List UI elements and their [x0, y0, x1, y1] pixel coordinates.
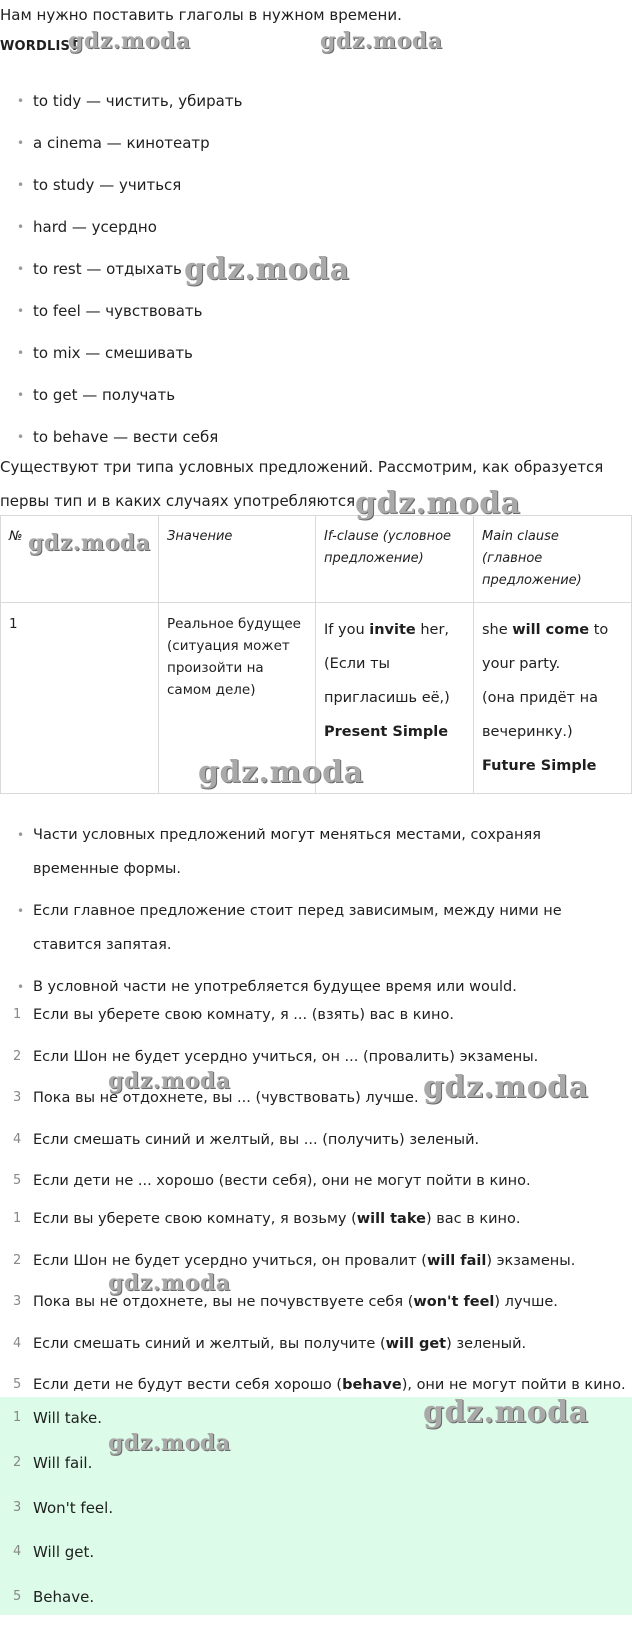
answer-post: ) экзамены.	[486, 1252, 576, 1269]
main-example-post: to your party.	[482, 622, 609, 672]
watermark: gdz.moda	[108, 1430, 231, 1456]
list-item	[0, 1327, 632, 1369]
rules-list	[0, 818, 632, 1012]
answer-post: ) зеленый.	[446, 1335, 527, 1352]
header-meaning: Значение	[159, 516, 316, 603]
list-item	[0, 1164, 632, 1206]
item-number: 4	[13, 1544, 22, 1560]
list-item	[0, 1123, 632, 1165]
item-text: Will take.	[33, 1409, 102, 1427]
answer-pre: Если дети не будут вести себя хорошо (	[33, 1377, 343, 1393]
item-number: 4	[13, 1131, 22, 1147]
answer-pre: Если Шон не будет усердно учиться, он провалит (	[33, 1252, 427, 1269]
item-text: Если смешать синий и желтый, вы ... (получить) зеленый.	[33, 1131, 480, 1148]
main-translation: (она придёт на вечеринку.)	[482, 690, 598, 740]
item-number: 4	[13, 1335, 22, 1351]
item-text: Пока вы не отдохнете, вы ... (чувствовать) лучше.	[33, 1090, 419, 1106]
list-item: • to feel — чувствовать	[0, 296, 242, 338]
item-text: Won't feel.	[33, 1498, 114, 1517]
list-item: • to behave — вести себя	[0, 422, 242, 464]
row-main-clause	[474, 603, 632, 794]
item-number: 2	[13, 1252, 22, 1268]
list-item: • hard — усердно	[0, 212, 242, 254]
answer-sentences-list	[0, 1202, 632, 1410]
answer-verb: will fail	[426, 1252, 487, 1269]
item-number: 1	[13, 1410, 22, 1425]
list-item: • Части условных предложений могут меняться местами, сохраняя временные формы.	[0, 818, 632, 886]
explanation-paragraph: Существуют три типа условных предложений. Рассмотрим, как образуется первы тип и в каких случаях употребляются.	[0, 458, 604, 510]
wordlist-heading: WORDLIST	[0, 39, 80, 54]
watermark: gdz.moda	[28, 530, 151, 556]
watermark: gdz.moda	[108, 1068, 231, 1094]
watermark: gdz.moda	[198, 755, 364, 790]
watermark: gdz.moda	[68, 28, 191, 54]
list-item: • to mix — смешивать	[0, 338, 242, 380]
item-text: Если вы уберете свою комнату, я ... (взять) вас в кино.	[33, 1007, 454, 1023]
row-meaning: Реальное будущее (ситуация может произойти на самом деле)	[159, 603, 316, 794]
item-number: 1	[13, 1211, 22, 1226]
item-number: 5	[13, 1377, 22, 1392]
if-example-post: her,	[415, 622, 450, 638]
watermark: gdz.moda	[108, 1270, 231, 1296]
item-number: 5	[13, 1173, 22, 1188]
list-item	[0, 1490, 632, 1535]
watermark: gdz.moda	[423, 1395, 589, 1430]
list-item: • Если главное предложение стоит перед зависимым, между ними не ставится запятая.	[0, 894, 632, 962]
answer-verb: will take	[356, 1211, 426, 1227]
header-main-clause: Main clause (главное предложение)	[474, 516, 632, 603]
item-text: Will fail.	[33, 1453, 93, 1472]
list-item	[0, 1244, 632, 1286]
main-example-verb: will come	[512, 622, 590, 638]
short-answers-list	[0, 1400, 632, 1624]
list-item	[0, 1534, 632, 1579]
answer-verb: behave	[342, 1377, 402, 1393]
if-example-verb: invite	[369, 622, 416, 638]
item-number: 3	[13, 1090, 22, 1105]
answer-verb: will get	[385, 1335, 447, 1352]
answer-pre: Если смешать синий и желтый, вы получите (	[33, 1335, 386, 1352]
table-header-row	[1, 516, 632, 603]
list-item: • to rest — отдыхать	[0, 254, 242, 296]
row-number: 1	[1, 603, 159, 794]
list-item	[0, 1579, 632, 1624]
answer-pre: Если вы уберете свою комнату, я возьму (	[33, 1211, 357, 1227]
watermark: gdz.moda	[184, 252, 350, 287]
item-text: Если Шон не будет усердно учиться, он ... (провалить) экзамены.	[33, 1048, 539, 1065]
item-number: 2	[13, 1454, 22, 1470]
main-example	[482, 613, 623, 681]
main-tense: Future Simple	[482, 758, 597, 774]
watermark: gdz.moda	[320, 28, 443, 54]
answer-verb: won't feel	[413, 1294, 495, 1310]
conditionals-table	[0, 515, 632, 794]
item-number: 2	[13, 1048, 22, 1064]
watermark: gdz.moda	[423, 1070, 589, 1105]
if-tense: Present Simple	[324, 724, 449, 740]
item-text: Если дети не ... хорошо (вести себя), они не могут пойти в кино.	[33, 1173, 531, 1189]
item-number: 3	[13, 1294, 22, 1309]
intro-text: Нам нужно поставить глаголы в нужном времени.	[0, 6, 402, 24]
list-item: • В условной части не употребляется будущее время или would.	[0, 970, 632, 1004]
item-number: 5	[13, 1589, 22, 1605]
list-item: • to get — получать	[0, 380, 242, 422]
answer-post: ) вас в кино.	[425, 1211, 521, 1227]
item-text: Will get.	[33, 1543, 95, 1562]
answer-post: ) лучше.	[494, 1294, 558, 1310]
list-item: • to tidy — чистить, убирать	[0, 86, 242, 128]
if-example-pre: If you	[324, 622, 370, 638]
answer-pre: Пока вы не отдохнете, вы не почувствуете себя (	[33, 1294, 414, 1310]
header-number: №	[1, 516, 159, 603]
header-if-clause: If-clause (условное предложение)	[316, 516, 474, 603]
list-item	[0, 1285, 632, 1327]
if-translation: (Если ты пригласишь её,)	[324, 656, 450, 706]
list-item: • to study — учиться	[0, 170, 242, 212]
main-example-pre: she	[482, 622, 513, 638]
item-text: Behave.	[33, 1588, 95, 1607]
if-example	[324, 613, 465, 647]
watermark: gdz.moda	[355, 486, 521, 521]
list-item: • a cinema — кинотеатр	[0, 128, 242, 170]
item-number: 3	[13, 1499, 22, 1515]
list-item	[0, 998, 632, 1040]
item-number: 1	[13, 1007, 22, 1022]
list-item	[0, 1202, 632, 1244]
answer-post: ), они не могут пойти в кино.	[401, 1377, 626, 1393]
list-item	[0, 1445, 632, 1490]
